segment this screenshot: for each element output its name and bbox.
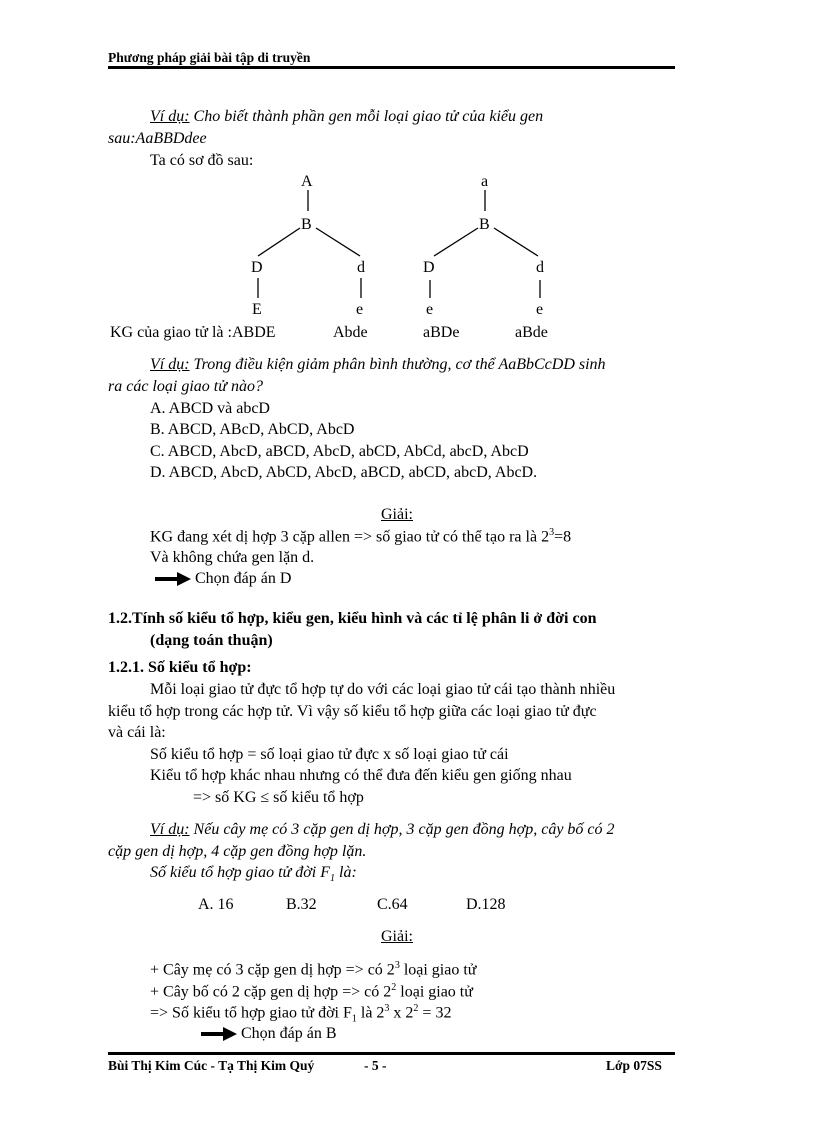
header-title: Phương pháp giải bài tập di truyền xyxy=(108,50,311,65)
sol1-end: =8 xyxy=(554,528,572,546)
s3-b: là 2 xyxy=(356,1004,385,1022)
example3-choose-text: Chọn đáp án B xyxy=(241,1025,337,1042)
example3-option-a: A. 16 xyxy=(198,896,234,913)
s2-end: loại giao tử xyxy=(396,983,473,1001)
example2-option-a: A. ABCD và abcD xyxy=(150,400,270,417)
example2-line1 xyxy=(150,356,606,374)
example2-option-d: D. ABCD, AbcD, AbCD, AbcD, aBCD, abCD, abcD, AbcD. xyxy=(150,464,538,481)
s3-d: = 32 xyxy=(418,1004,452,1022)
example1-line2: sau:AaBBDdee xyxy=(108,130,207,147)
example3-solution-line2 xyxy=(150,982,473,1001)
s3-c: x 2 xyxy=(389,1004,414,1022)
section-1-2-1-p2: kiểu tổ hợp trong các hợp tử. Vì vậy số kiểu tổ hợp giữa các loại giao tử đực xyxy=(108,703,597,720)
tree-right-l: D xyxy=(423,259,435,276)
example3-text: Nếu cây mẹ có 3 cặp gen dị hợp, 3 cặp gen đồng hợp, cây bố có 2 xyxy=(189,821,615,838)
s3-sup2: 2 xyxy=(413,1003,419,1014)
kg-gamete-label: KG của giao tử là :ABDE xyxy=(110,324,276,341)
example3-solution-line1 xyxy=(150,960,476,979)
sol1-text: KG đang xét dị hợp 3 cặp allen => số giao tử có thể tạo ra là 2 xyxy=(150,528,550,546)
formula-3: => số KG ≤ số kiểu tổ hợp xyxy=(193,789,364,806)
gamete-4: aBde xyxy=(515,324,548,341)
example2-choose-text: Chọn đáp án D xyxy=(195,570,292,587)
formula-1: Số kiểu tổ hợp = số loại giao tử đực x số loại giao tử cái xyxy=(150,746,509,763)
tree-right-rr: e xyxy=(536,301,544,318)
example2-option-b: B. ABCD, ABcD, AbCD, AbcD xyxy=(150,421,355,438)
tree-left-l: D xyxy=(251,259,263,276)
example3-option-c: C.64 xyxy=(377,896,408,913)
example2-solution-line1 xyxy=(150,527,571,546)
tree-left-root: A xyxy=(301,173,313,190)
ex3-line3-text: Số kiểu tổ hợp giao tử đời F xyxy=(150,864,331,881)
example3-solution-line3 xyxy=(150,1003,451,1025)
s2-text: + Cây bố có 2 cặp gen dị hợp => có 2 xyxy=(150,983,392,1001)
example2-solution-line2: Và không chứa gen lặn d. xyxy=(150,549,315,566)
s1-sup: 3 xyxy=(394,960,400,971)
tree-right-r: d xyxy=(536,259,544,276)
right-arrow-icon xyxy=(155,572,191,586)
footer-class: Lớp 07SS xyxy=(606,1058,662,1073)
s2-sup: 2 xyxy=(391,982,397,993)
s3-a: => Số kiểu tổ hợp giao tử đời F xyxy=(150,1004,352,1022)
tree-right-ll: e xyxy=(426,301,434,318)
example2-choose xyxy=(155,570,291,588)
example3-choose xyxy=(201,1025,337,1043)
s1-end: loại giao tử xyxy=(399,961,477,979)
example3-option-d: D.128 xyxy=(466,896,506,913)
example2-text: Trong điều kiện giảm phân bình thường, cơ thể AaBbCcDD sinh xyxy=(189,356,606,373)
s1-text: + Cây mẹ có 3 cặp gen dị hợp => có 2 xyxy=(150,961,395,979)
example3-solution-title: Giải: xyxy=(381,928,413,945)
tree-left-rr: e xyxy=(356,301,364,318)
footer-rule xyxy=(108,1052,675,1055)
gamete-2: Abde xyxy=(333,324,368,341)
s3-sub: 1 xyxy=(351,1013,357,1025)
section-1-2-1-p3: và cái là: xyxy=(108,724,166,741)
right-arrow-icon xyxy=(201,1027,237,1041)
ex3-line3-sub: 1 xyxy=(330,873,336,885)
section-1-2-heading: 1.2.Tính số kiểu tổ hợp, kiểu gen, kiểu hình và các tỉ lệ phân li ở đời con xyxy=(108,610,597,627)
tree-left-mid: B xyxy=(301,216,312,233)
footer-page-number: - 5 - xyxy=(364,1058,387,1073)
example2-option-c: C. ABCD, AbcD, aBCD, AbcD, abCD, AbCd, abcD, AbcD xyxy=(150,443,529,460)
section-1-2-1-p1: Mỗi loại giao tử đực tổ hợp tự do với các loại giao tử cái tạo thành nhiều xyxy=(150,681,616,698)
tree-right-mid: B xyxy=(479,216,490,233)
tree-left-r: d xyxy=(357,259,365,276)
example3-option-b: B.32 xyxy=(286,896,317,913)
example3-line2: cặp gen dị hợp, 4 cặp gen đồng hợp lặn. xyxy=(108,843,367,860)
example1-text: Cho biết thành phần gen mỗi loại giao tử của kiểu gen xyxy=(189,108,544,125)
sol1-sup: 3 xyxy=(549,527,555,538)
section-1-2-1-heading: 1.2.1. Số kiểu tổ hợp: xyxy=(108,659,252,676)
example2-line2: ra các loại giao tử nào? xyxy=(108,378,263,395)
gamete-tree-diagram xyxy=(0,0,816,340)
footer-authors: Bùi Thị Kim Cúc - Tạ Thị Kim Quý xyxy=(108,1058,315,1073)
example3-line1 xyxy=(150,821,615,839)
example1-label: Ví dụ: xyxy=(150,108,190,125)
tree-right-root: a xyxy=(481,173,489,190)
ex3-line3-end: là: xyxy=(335,864,357,881)
s3-sup1: 3 xyxy=(384,1003,390,1014)
example3-line3 xyxy=(150,864,357,884)
example2-label: Ví dụ: xyxy=(150,356,190,373)
example2-solution-title: Giải: xyxy=(381,506,413,523)
example3-label: Ví dụ: xyxy=(150,821,190,838)
gamete-3: aBDe xyxy=(423,324,460,341)
tree-left-ll: E xyxy=(252,301,262,318)
diagram-intro: Ta có sơ đồ sau: xyxy=(150,152,254,169)
formula-2: Kiểu tổ hợp khác nhau nhưng có thể đưa đến kiểu gen giống nhau xyxy=(150,767,572,784)
section-1-2-heading-line2: (dạng toán thuận) xyxy=(150,632,273,649)
